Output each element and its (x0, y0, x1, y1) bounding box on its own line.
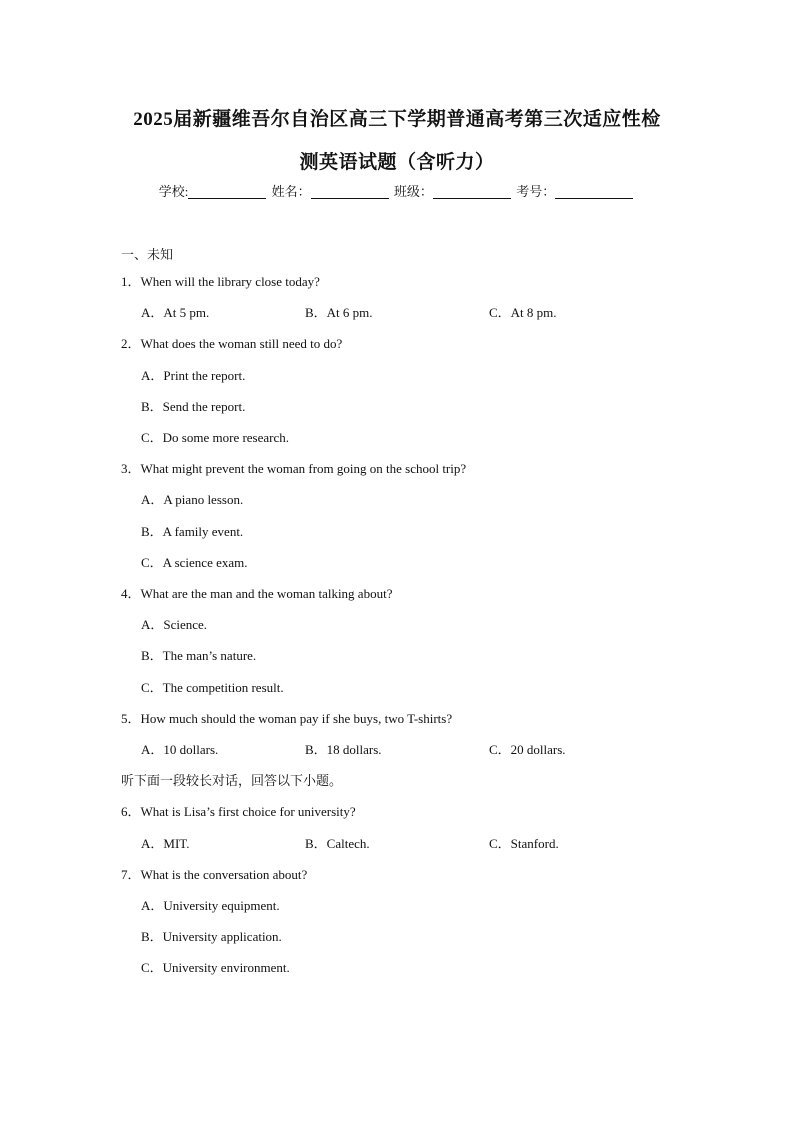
exam-title-line-2: 测英语试题（含听力） (299, 152, 495, 173)
q5-option-b: B．18 dollars. (305, 742, 382, 757)
class-label: 班级： (393, 184, 433, 199)
exam-number-label: 考号： (516, 184, 556, 199)
exam-title-line-1: 2025届新疆维吾尔自治区高三下学期普通高考第三次适应性检 (133, 109, 661, 130)
question-3: 3．What might prevent the woman from going on the school trip? (121, 461, 467, 476)
q1-option-c: C．At 8 pm. (489, 305, 557, 320)
school-label: 学校: (158, 184, 189, 199)
q7-option-c: C．University environment. (141, 960, 290, 975)
name-label: 姓名： (271, 184, 311, 199)
q3-option-a: A．A piano lesson. (141, 492, 244, 507)
q3-option-b: B．A family event. (141, 524, 244, 539)
q1-option-b: B．At 6 pm. (305, 305, 373, 320)
q2-option-b: B．Send the report. (141, 399, 246, 414)
q1-option-a: A．At 5 pm. (141, 305, 210, 320)
q6-option-a: A．MIT. (141, 836, 190, 851)
q7-option-a: A．University equipment. (141, 898, 280, 913)
q5-option-c: C．20 dollars. (489, 742, 566, 757)
listening-instruction: 听下面一段较长对话，回答以下小题。 (121, 773, 343, 788)
question-4: 4．What are the man and the woman talking about? (121, 586, 393, 601)
q2-option-a: A．Print the report. (141, 368, 246, 383)
question-7: 7．What is the conversation about? (121, 867, 308, 882)
q7-option-b: B．University application. (141, 929, 282, 944)
question-2: 2．What does the woman still need to do? (121, 336, 343, 351)
section-title: 一、未知 (121, 247, 174, 262)
question-5: 5．How much should the woman pay if she buys, two T-shirts? (121, 711, 453, 726)
q4-option-c: C．The competition result. (141, 680, 284, 695)
q6-option-c: C．Stanford. (489, 836, 559, 851)
q6-option-b: B．Caltech. (305, 836, 370, 851)
q2-option-c: C．Do some more research. (141, 430, 290, 445)
q4-option-b: B．The man’s nature. (141, 648, 257, 663)
question-1: 1．When will the library close today? (121, 274, 320, 289)
name-blank (311, 185, 389, 199)
class-blank (433, 185, 511, 199)
q3-option-c: C．A science exam. (141, 555, 248, 570)
student-info-row (0, 181, 794, 200)
exam-number-blank (555, 185, 633, 199)
question-6: 6．What is Lisa’s first choice for university? (121, 804, 356, 819)
school-blank (188, 185, 266, 199)
q4-option-a: A．Science. (141, 617, 208, 632)
q5-option-a: A．10 dollars. (141, 742, 219, 757)
